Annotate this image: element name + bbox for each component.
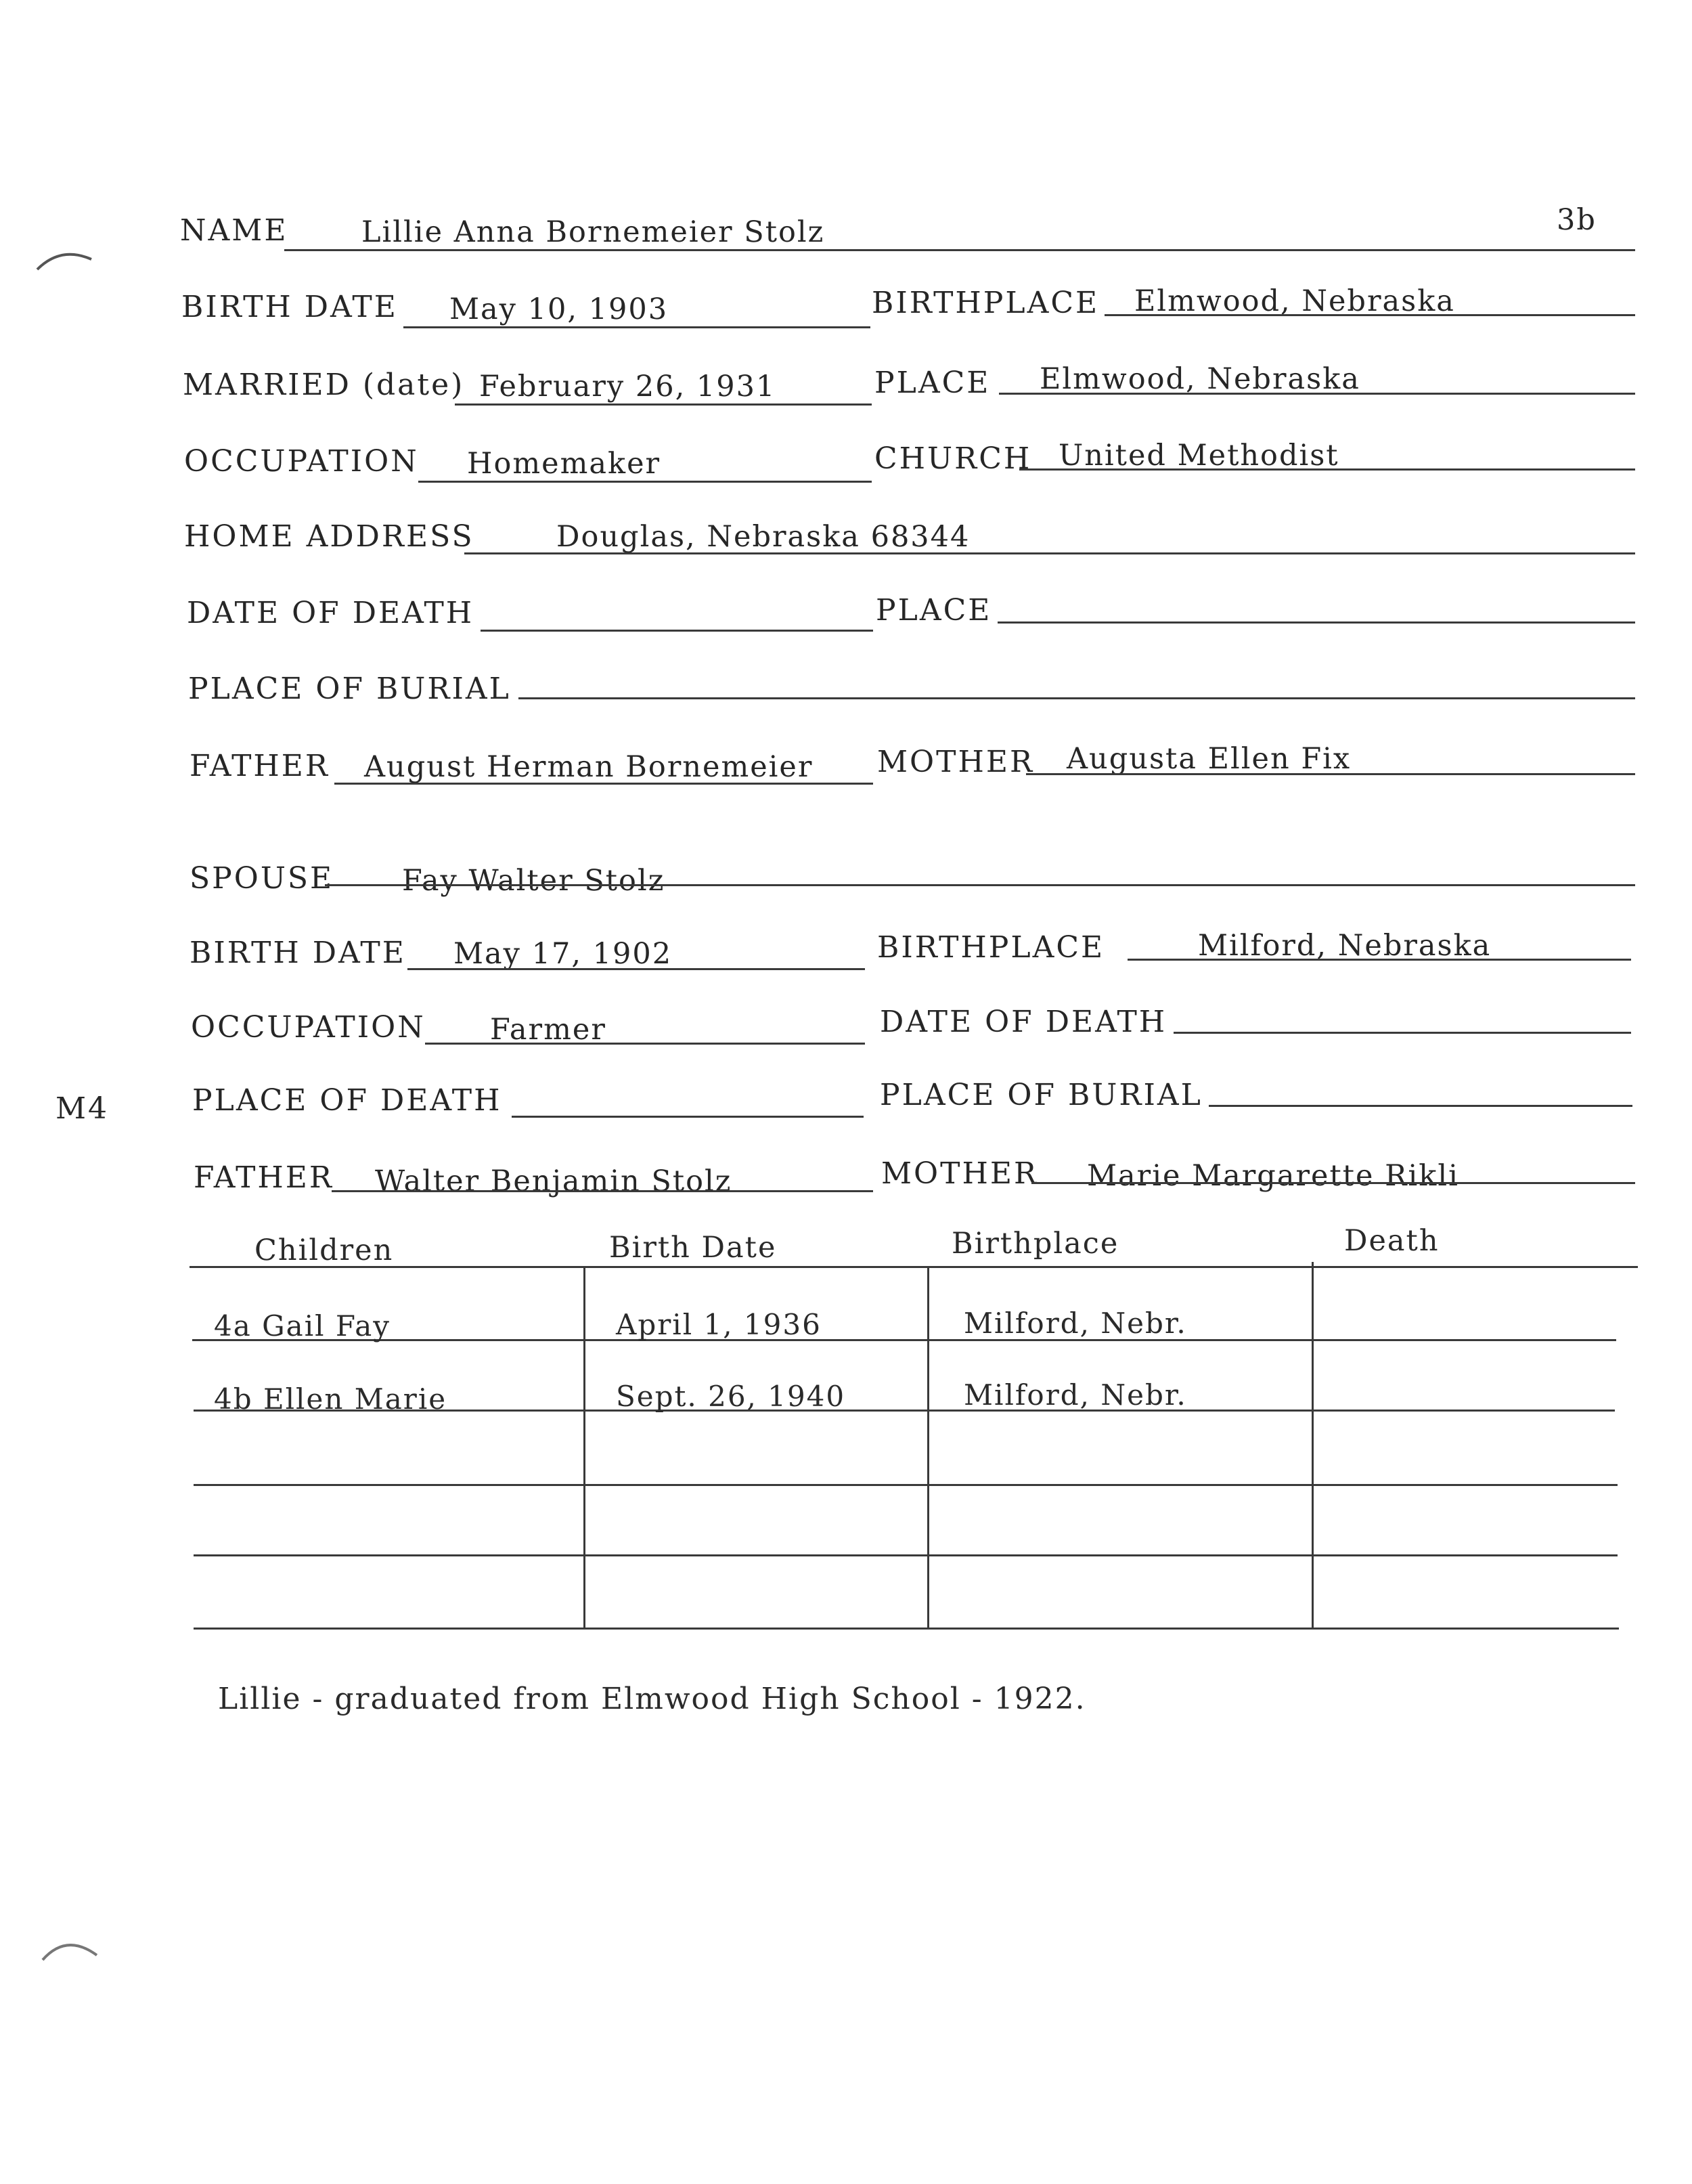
birth-date-label: BIRTH DATE	[181, 290, 398, 324]
married-place-underline	[999, 393, 1635, 395]
church-underline	[1019, 468, 1635, 471]
occupation-value: Homemaker	[467, 447, 661, 481]
child-birth-date-cell: April 1, 1936	[616, 1308, 822, 1341]
child-name-cell: 4a Gail Fay	[214, 1309, 391, 1342]
table-header-rule	[190, 1266, 1638, 1268]
spouse-label: SPOUSE	[190, 861, 334, 896]
spouse-place-of-burial-label: PLACE OF BURIAL	[880, 1078, 1203, 1112]
death-header: Death	[1344, 1224, 1440, 1258]
church-value: United Methodist	[1059, 439, 1339, 473]
home-address-label: HOME ADDRESS	[184, 519, 474, 554]
death-place-underline	[998, 621, 1635, 624]
birth-date-value: May 10, 1903	[449, 292, 669, 326]
spouse-date-of-death-label: DATE OF DEATH	[880, 1005, 1167, 1039]
table-row-rule	[194, 1628, 1619, 1630]
mother-label: MOTHER	[877, 745, 1035, 779]
birthplace-underline	[1105, 314, 1635, 316]
name-label: NAME	[180, 213, 288, 248]
name-underline	[284, 249, 1635, 251]
spouse-occupation-value: Farmer	[490, 1013, 606, 1047]
married-place-label: PLACE	[874, 366, 991, 400]
father-underline	[334, 783, 873, 785]
spouse-underline	[325, 884, 1635, 886]
mother-value: Augusta Ellen Fix	[1067, 742, 1352, 776]
spouse-occupation-label: OCCUPATION	[191, 1010, 426, 1045]
father-value: August Herman Bornemeier	[364, 750, 814, 784]
date-of-death-underline	[481, 630, 873, 632]
occupation-label: OCCUPATION	[184, 444, 419, 479]
death-place-label: PLACE	[876, 593, 992, 628]
punch-hole-mark-top	[34, 242, 95, 283]
children-header: Children	[254, 1233, 394, 1267]
spouse-birth-date-value: May 17, 1902	[453, 937, 673, 971]
child-birthplace-cell: Milford, Nebr.	[964, 1307, 1187, 1340]
spouse-mother-label: MOTHER	[881, 1156, 1039, 1191]
date-of-death-label: DATE OF DEATH	[187, 596, 474, 630]
table-row-rule	[192, 1339, 1616, 1341]
spouse-mother-underline	[1031, 1182, 1635, 1184]
punch-hole-mark-bottom	[39, 1929, 100, 1970]
birth-date-header: Birth Date	[609, 1231, 777, 1265]
spouse-place-of-death-underline	[512, 1116, 864, 1118]
margin-code: M4	[55, 1091, 110, 1126]
birthplace-header: Birthplace	[952, 1227, 1119, 1261]
married-date-value: February 26, 1931	[479, 370, 776, 403]
child-birthplace-cell: Milford, Nebr.	[964, 1378, 1187, 1412]
table-column-divider	[1312, 1262, 1314, 1628]
father-label: FATHER	[190, 749, 330, 783]
occupation-underline	[418, 481, 872, 483]
birthplace-label: BIRTHPLACE	[872, 286, 1100, 320]
spouse-birth-date-label: BIRTH DATE	[190, 936, 406, 970]
spouse-place-of-death-label: PLACE OF DEATH	[192, 1083, 502, 1118]
mother-underline	[1026, 773, 1635, 775]
married-date-underline	[455, 403, 872, 406]
biographical-note: Lillie - graduated from Elmwood High School - 1922.	[218, 1682, 1086, 1716]
spouse-birthplace-value: Milford, Nebraska	[1198, 929, 1492, 963]
place-of-burial-underline	[518, 697, 1635, 699]
child-birth-date-cell: Sept. 26, 1940	[616, 1380, 846, 1413]
table-column-divider	[583, 1266, 585, 1628]
home-address-value: Douglas, Nebraska 68344	[556, 520, 971, 554]
spouse-date-of-death-underline	[1174, 1032, 1631, 1034]
spouse-occupation-underline	[425, 1043, 865, 1045]
spouse-father-underline	[332, 1190, 873, 1192]
spouse-birthplace-label: BIRTHPLACE	[877, 930, 1105, 965]
spouse-father-value: Walter Benjamin Stolz	[375, 1164, 732, 1198]
spouse-mother-value: Marie Margarette Rikli	[1087, 1159, 1459, 1193]
table-row-rule	[194, 1554, 1618, 1556]
child-name-cell: 4b Ellen Marie	[214, 1382, 447, 1416]
page-number: 3b	[1557, 203, 1597, 237]
spouse-value: Fay Walter Stolz	[402, 864, 665, 898]
name-value: Lillie Anna Bornemeier Stolz	[361, 215, 825, 249]
spouse-birth-date-underline	[407, 968, 865, 970]
birth-date-underline	[403, 326, 870, 328]
home-address-underline	[464, 552, 1635, 554]
spouse-father-label: FATHER	[194, 1160, 334, 1195]
birthplace-value: Elmwood, Nebraska	[1134, 284, 1455, 318]
spouse-place-of-burial-underline	[1209, 1105, 1632, 1107]
married-label: MARRIED (date)	[183, 368, 465, 402]
place-of-burial-label: PLACE OF BURIAL	[188, 672, 511, 706]
spouse-birthplace-underline	[1128, 959, 1631, 961]
table-column-divider	[927, 1266, 929, 1628]
married-place-value: Elmwood, Nebraska	[1040, 362, 1360, 396]
table-row-rule	[194, 1484, 1618, 1486]
church-label: CHURCH	[874, 441, 1032, 476]
